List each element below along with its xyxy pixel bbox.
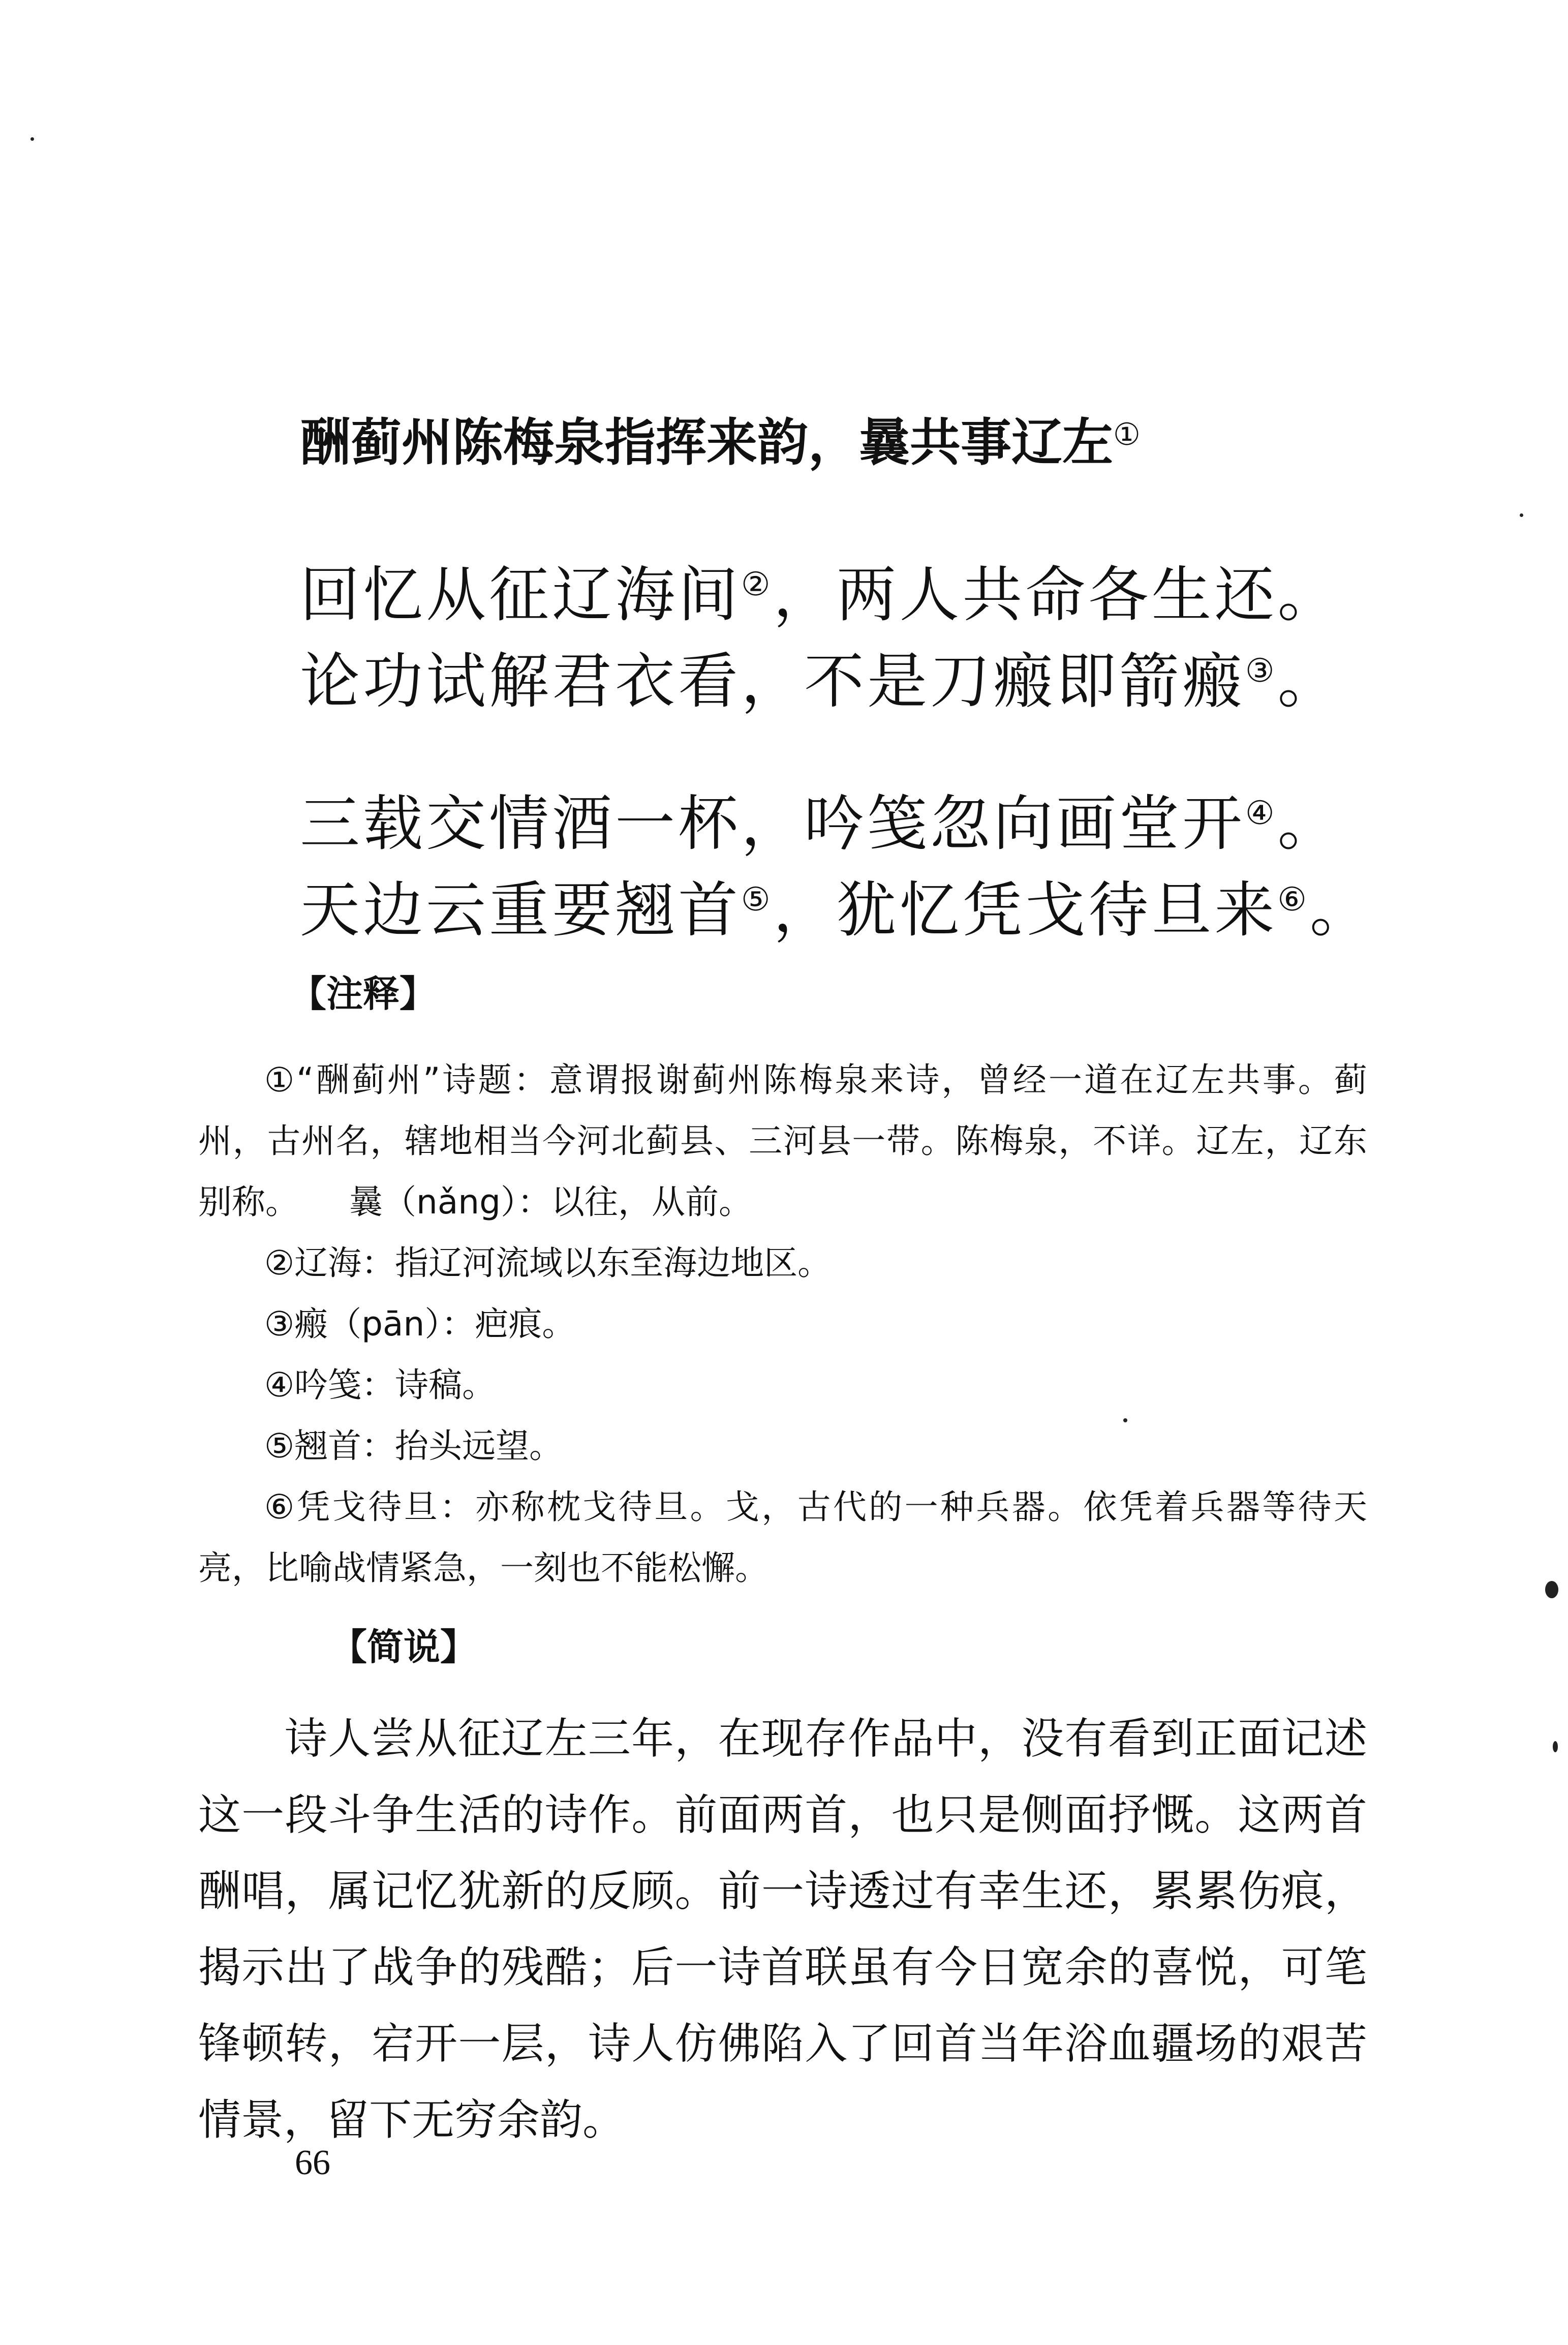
note-6: ⑥凭戈待旦：亦称枕戈待旦。戈，古代的一种兵器。依凭着兵器等待天亮，比喻战情紧急，一刻也不能松懈。 <box>198 1487 1367 1588</box>
note-1: ①“酬蓟州”诗题：意谓报谢蓟州陈梅泉来诗，曾经一道在辽左共事。蓟州，古州名，辖地相当今河北蓟县、三河县一带。陈梅泉，不详。辽左，辽东别称。 曩（nǎng）：以往，从前。 <box>198 1060 1367 1222</box>
poem-line-4-text-a: 天边云重要翘首 <box>300 875 742 945</box>
scan-speck-2 <box>1553 1741 1558 1752</box>
note-4: ④吟笺：诗稿。 <box>264 1365 496 1405</box>
poem-line-4-note-mark-1: ⑤ <box>741 881 774 919</box>
note-2: ②辽海：指辽河流域以东至海边地区。 <box>264 1243 832 1283</box>
poem-line-3-text-a: 三载交情酒一杯，吟笺忽向画堂开 <box>300 788 1246 859</box>
poem-title-text: 酬蓟州陈梅泉指挥来韵，曩共事辽左 <box>300 413 1113 472</box>
notes-heading: 【注释】 <box>290 972 437 1015</box>
poem-line-3-note-mark: ④ <box>1245 795 1278 832</box>
poem-line-1-text-b: ，两人共命各生还。 <box>773 560 1341 630</box>
scan-speck-3 <box>1123 1418 1127 1422</box>
poem-line-1 <box>300 546 1340 633</box>
poem-line-2-text-a: 论功试解君衣看，不是刀瘢即箭瘢 <box>300 646 1246 716</box>
discussion-heading: 【简说】 <box>330 1626 477 1668</box>
note-3: ③瘢（pān）：疤痕。 <box>264 1304 576 1344</box>
poem-line-2-note-mark: ③ <box>1245 652 1278 690</box>
scan-speck-4 <box>30 137 34 141</box>
poem-line-3-text-b: 。 <box>1277 788 1341 859</box>
poem-title-note-mark: ① <box>1113 417 1141 452</box>
scan-speck-5 <box>1520 513 1523 517</box>
poem-line-2 <box>300 633 1340 719</box>
poem-line-3 <box>300 775 1340 862</box>
poem-line-4-note-mark-2: ⑥ <box>1277 881 1310 919</box>
poem-line-2-text-b: 。 <box>1277 646 1341 716</box>
poem-line-4-text-c: 。 <box>1309 875 1373 945</box>
poem-line-4 <box>300 862 1373 948</box>
discussion-paragraph: 诗人尝从征辽左三年，在现存作品中，没有看到正面记述这一段斗争生活的诗作。前面两首，也只是侧面抒慨。这两首酬唱，属记忆犹新的反顾。前一诗透过有幸生还，累累伤痕，揭示出了战争的残酷；后一诗首联虽有今日宽余的喜悦，可笔锋顿转，宕开一层，诗人仿佛陷入了回首当年浴血疆场的艰苦情景，留下无穷余韵。 <box>198 1714 1367 2145</box>
poem-line-4-text-b: ，犹忆凭戈待旦来 <box>773 875 1278 945</box>
poem-title <box>300 402 1141 476</box>
scan-speck-1 <box>1545 1581 1558 1598</box>
note-5: ⑤翘首：抬头远望。 <box>264 1426 563 1466</box>
poem-line-1-note-mark: ② <box>741 566 774 603</box>
poem-line-1-text-a: 回忆从征辽海间 <box>300 560 742 630</box>
page-number: 66 <box>295 2143 330 2182</box>
